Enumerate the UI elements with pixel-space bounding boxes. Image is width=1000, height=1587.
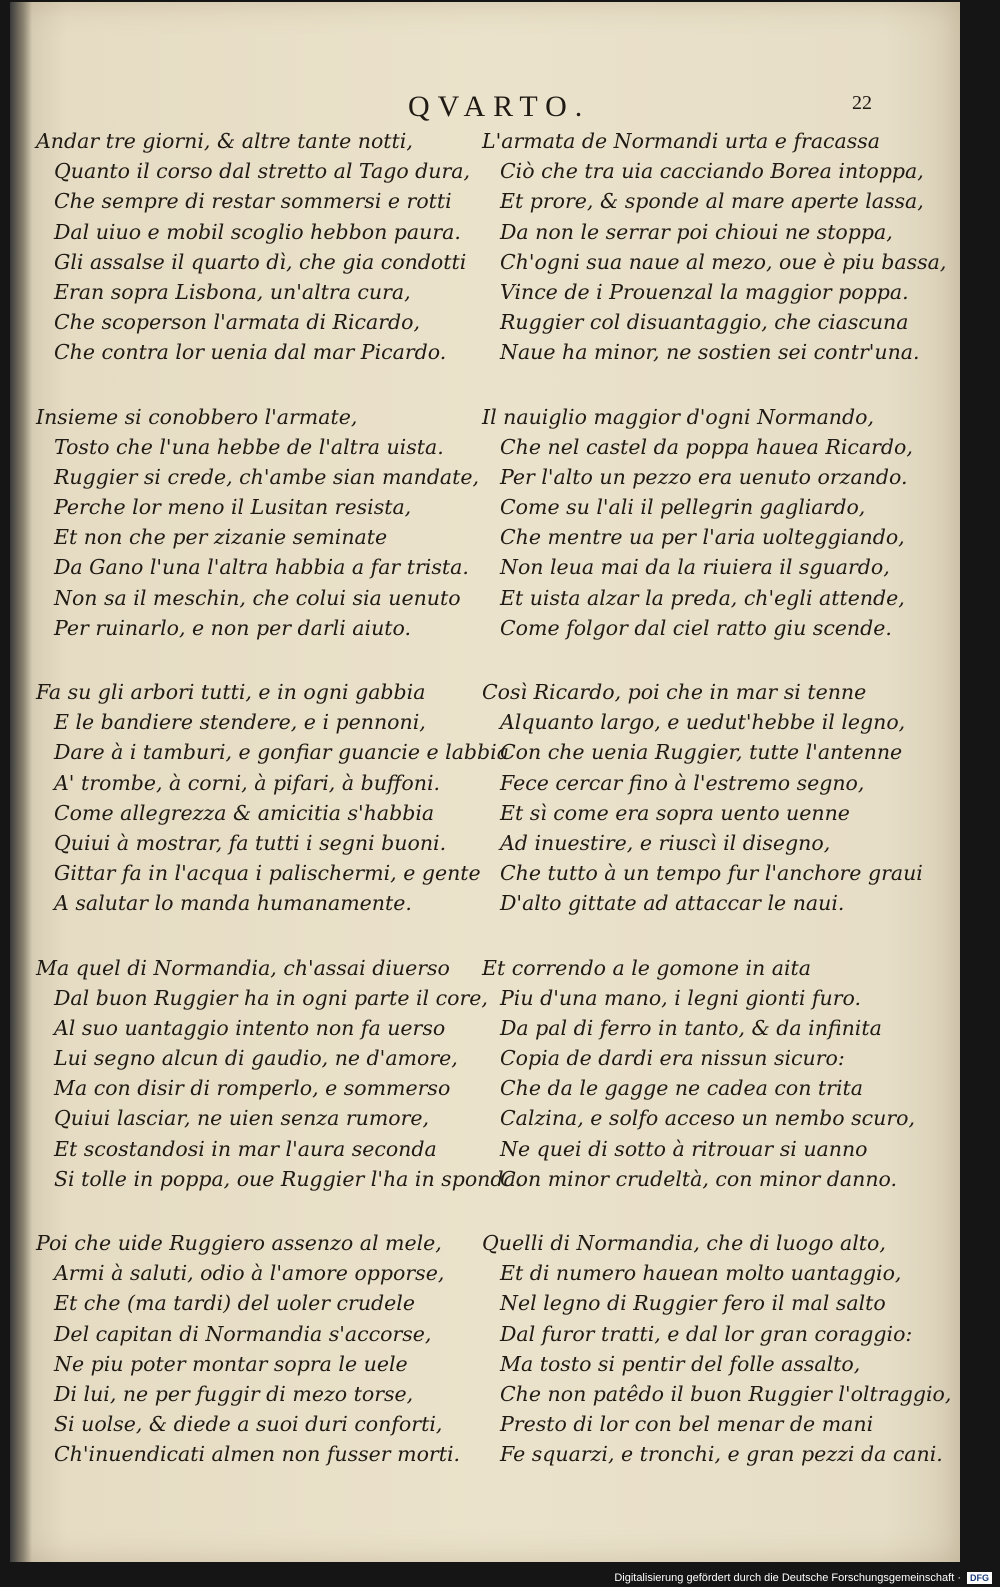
verse-line: Fa su gli arbori tutti, e in ogni gabbia [36, 680, 426, 704]
footer [614, 1572, 992, 1584]
verse-line: Per l'alto un pezzo era uenuto orzando. [500, 464, 908, 489]
verse-line: Ch'inuendicati almen non fusser morti. [54, 1442, 461, 1467]
verse-line: Ruggier si crede, ch'ambe sian mandate, [54, 464, 480, 489]
verse-line: Ne piu poter montar sopra le uele [54, 1351, 408, 1376]
stanza [482, 1228, 952, 1470]
verse-line: Quiui à mostrar, fa tutti i segni buoni. [54, 830, 447, 855]
verse-line: Et sì come era sopra uento uenne [500, 800, 850, 825]
stanza-gap [482, 919, 922, 953]
stanza-gap [36, 643, 476, 677]
verse-line: Alquanto largo, e uedut'hebbe il legno, [500, 710, 906, 735]
stanza [36, 1228, 476, 1470]
stanza [36, 126, 476, 368]
stanza [482, 126, 947, 368]
verse-line: Come folgor dal ciel ratto giu scende. [500, 615, 892, 640]
stanza-gap [36, 1194, 476, 1228]
stanza [482, 402, 922, 644]
verse-line: Che da le gagge ne cadea con trita [500, 1076, 863, 1101]
verse-line: Quelli di Normandia, che di luogo alto, [482, 1231, 886, 1255]
verse-line: Che sempre di restar sommersi e rotti [54, 189, 452, 214]
verse-line: Che non patêdo il buon Ruggier l'oltraggio, [500, 1381, 952, 1406]
verse-line: Ciò che tra uia cacciando Borea intoppa, [500, 159, 924, 184]
verse-line: Quanto il corso dal stretto al Tago dura, [54, 159, 471, 184]
verse-line: Ma quel di Normandia, ch'assai diuerso [36, 955, 450, 980]
verse-line: Non leua mai da la riuiera il sguardo, [500, 555, 890, 580]
verse-line: Poi che uide Ruggiero assenzo al mele, [36, 1231, 442, 1255]
book-page [10, 2, 960, 1562]
verse-line: Il nauiglio maggior d'ogni Normando, [482, 404, 874, 429]
page-number: 22 [852, 92, 872, 114]
page-gutter [10, 2, 32, 1562]
verse-line: Di lui, ne per fuggir di mezo torse, [54, 1381, 414, 1406]
verse-line: Ruggier col disuantaggio, che ciascuna [500, 310, 909, 335]
verse-line: L'armata de Normandi urta e fracassa [482, 129, 881, 153]
digitization-credit: Digitalisierung gefördert durch die Deutsche Forschungsgemeinschaft · [614, 1572, 961, 1584]
verse-line: E le bandiere stendere, e i pennoni, [54, 710, 426, 735]
verse-line: Gittar fa in l'acqua i palischermi, e gente [54, 861, 481, 886]
verse-line: Dal uiuo e mobil scoglio hebbon paura. [54, 219, 461, 244]
verse-line: Per ruinarlo, e non per darli aiuto. [54, 615, 412, 640]
verse-line: Che tutto à un tempo fur l'anchore graui [500, 861, 923, 886]
verse-line: Presto di lor con bel menar de mani [500, 1412, 874, 1437]
verse-line: Non sa il meschin, che colui sia uenuto [54, 585, 461, 610]
verse-line: A' trombe, à corni, à pifari, à buffoni. [54, 770, 441, 795]
stanza-gap [482, 643, 922, 677]
verse-line: Come su l'ali il pellegrin gagliardo, [500, 495, 866, 520]
verse-line: Armi à saluti, odio à l'amore opporse, [54, 1261, 445, 1286]
verse-line: Vince de i Prouenzal la maggior poppa. [500, 279, 909, 304]
verse-line: Come allegrezza & amicitia s'habbia [54, 800, 435, 825]
verse-line: Et non che per zizanie seminate [54, 525, 388, 550]
verse-line: Da non le serrar poi chioui ne stoppa, [500, 219, 893, 244]
verse-line: A salutar lo manda humanamente. [54, 891, 412, 916]
verse-line: Con minor crudeltà, con minor danno. [500, 1166, 898, 1191]
verse-line: Piu d'una mano, i legni gionti furo. [500, 985, 861, 1010]
stanza-gap [482, 368, 922, 402]
verse-line: Ad inuestire, e riuscì il disegno, [500, 830, 831, 855]
verse-line: Si uolse, & diede a suoi duri conforti, [54, 1412, 443, 1437]
stanza [36, 953, 523, 1195]
verse-line: D'alto gittate ad attaccar le naui. [500, 891, 845, 916]
stanza [36, 677, 509, 919]
stanza [482, 677, 922, 919]
verse-line: Dal furor tratti, e dal lor gran coraggio: [500, 1321, 913, 1346]
verse-line: Fe squarzi, e tronchi, e gran pezzi da cani. [500, 1442, 943, 1467]
verse-line: Così Ricardo, poi che in mar si tenne [482, 680, 867, 704]
stanza-gap [482, 1194, 922, 1228]
verse-line: Et scostandosi in mar l'aura seconda [54, 1136, 437, 1161]
stanza [36, 402, 480, 644]
verse-line: Da Gano l'una l'altra habbia a far trista. [54, 555, 469, 580]
verse-line: Et che (ma tardi) del uoler crudele [54, 1291, 415, 1316]
verse-line: Naue ha minor, ne sostien sei contr'una. [500, 340, 920, 365]
verse-line: Al suo uantaggio intento non fa uerso [54, 1015, 446, 1040]
right-column [482, 126, 952, 1470]
verse-line: Ma con disir di romperlo, e sommerso [54, 1076, 451, 1101]
verse-line: Dal buon Ruggier ha in ogni parte il core, [54, 985, 488, 1010]
verse-line: Fece cercar fino à l'estremo segno, [500, 770, 865, 795]
verse-line: Quiui lasciar, ne uien senza rumore, [54, 1106, 430, 1131]
verse-line: Et correndo a le gomone in aita [482, 955, 812, 980]
stanza [482, 953, 922, 1195]
verse-line: Che contra lor uenia dal mar Picardo. [54, 340, 447, 365]
stanza-gap [36, 368, 476, 402]
left-column [36, 126, 523, 1470]
verse-line: Che nel castel da poppa hauea Ricardo, [500, 434, 913, 459]
verse-line: Eran sopra Lisbona, un'altra cura, [54, 279, 411, 304]
verse-line: Andar tre giorni, & altre tante notti, [36, 129, 413, 153]
verse-line: Da pal di ferro in tanto, & da infinita [500, 1015, 882, 1040]
verse-line: Et prore, & sponde al mare aperte lassa, [500, 189, 924, 214]
verse-line: Et di numero hauean molto uantaggio, [500, 1261, 902, 1286]
verse-line: Tosto che l'una hebbe de l'altra uista. [54, 434, 444, 459]
running-head: QVARTO. [408, 90, 591, 123]
dfg-logo: DFG [967, 1572, 992, 1584]
verse-line: Lui segno alcun di gaudio, ne d'amore, [54, 1046, 458, 1071]
verse-line: Insieme si conobbero l'armate, [36, 404, 358, 429]
verse-line: Si tolle in poppa, oue Ruggier l'ha in sponda. [54, 1166, 523, 1191]
verse-line: Con che uenia Ruggier, tutte l'antenne [500, 740, 903, 765]
verse-line: Copia de dardi era nissun sicuro: [500, 1046, 845, 1071]
verse-line: Del capitan di Normandia s'accorse, [54, 1321, 432, 1346]
verse-line: Che scoperson l'armata di Ricardo, [54, 310, 421, 335]
verse-line: Ch'ogni sua naue al mezo, oue è piu bassa, [500, 249, 947, 274]
verse-line: Dare à i tamburi, e gonfiar guancie e labbia [54, 740, 509, 765]
verse-line: Ne quei di sotto à ritrouar si uanno [500, 1136, 868, 1161]
verse-line: Nel legno di Ruggier fero il mal salto [500, 1291, 886, 1316]
verse-line: Ma tosto si pentir del folle assalto, [500, 1351, 861, 1376]
verse-line: Che mentre ua per l'aria uolteggiando, [500, 525, 905, 550]
verse-line: Calzina, e solfo acceso un nembo scuro, [500, 1106, 916, 1131]
stanza-gap [36, 919, 476, 953]
verse-line: Perche lor meno il Lusitan resista, [54, 495, 412, 520]
verse-line: Et uista alzar la preda, ch'egli attende, [500, 585, 905, 610]
verse-line: Gli assalse il quarto dì, che gia condotti [54, 249, 467, 274]
